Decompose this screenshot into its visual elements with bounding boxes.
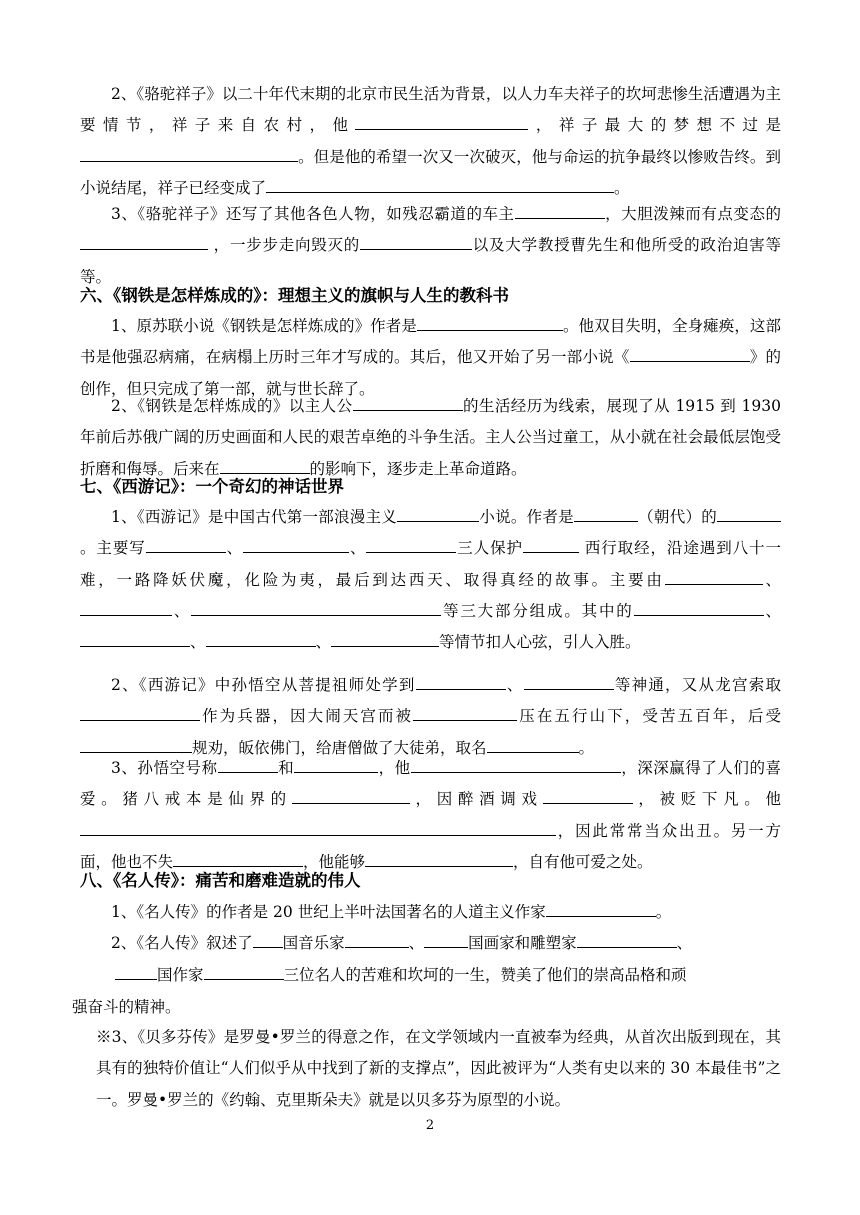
text: 2、《钢铁是怎样炼成的》以主人公 <box>111 397 353 415</box>
blank[interactable] <box>204 962 284 980</box>
text: 等神通，又从龙宫索取 <box>613 676 781 694</box>
text: 。 <box>614 178 630 197</box>
text: 3、孙悟空号称 <box>111 759 218 777</box>
paragraph-steel-q2 <box>80 391 781 485</box>
blank[interactable] <box>417 313 563 331</box>
paragraph-journey-q1 <box>80 502 781 658</box>
blank[interactable] <box>353 393 463 411</box>
text: 国画家和雕塑家 <box>468 934 577 952</box>
blank[interactable] <box>365 849 513 867</box>
blank[interactable] <box>523 535 579 553</box>
blank[interactable] <box>543 786 633 804</box>
text: 压在五行山下，受苦五百年，后受 <box>517 707 781 726</box>
blank[interactable] <box>292 786 410 804</box>
text: 、 <box>190 633 206 652</box>
blank[interactable] <box>577 930 677 948</box>
text: 、 <box>408 934 425 952</box>
text: 的影响下，逐步走上革命道路。 <box>309 459 527 478</box>
text: 3、《骆驼祥子》还写了其他各色人物，如残忍霸道的车主 <box>111 205 515 223</box>
blank[interactable] <box>360 232 472 250</box>
blank[interactable] <box>411 755 621 773</box>
text: 国音乐家 <box>282 934 345 952</box>
blank[interactable] <box>546 899 656 917</box>
text: 、 <box>349 539 367 558</box>
text: 、 <box>763 601 781 620</box>
text: 、 <box>762 570 781 589</box>
blank[interactable] <box>355 112 528 130</box>
blank[interactable] <box>634 598 764 616</box>
text: 等情节扣人心弦，引人入胜。 <box>439 633 641 652</box>
text: 1、《名人传》的作者是 20 世纪上半叶法国著名的人道主义作家 <box>111 903 546 921</box>
page-number: 2 <box>425 1118 435 1133</box>
blank[interactable] <box>515 201 605 219</box>
text: 等三大部分组成。其中的 <box>441 601 634 620</box>
blank[interactable] <box>294 755 378 773</box>
text: 作为兵器，因大闹天宫而被 <box>200 707 414 726</box>
section-heading-6: 六、《钢铁是怎样炼成的》：理想主义的旗帜与人生的教科书 <box>80 286 509 305</box>
blank[interactable] <box>115 962 157 980</box>
text: 、 <box>676 934 693 952</box>
text: ，祥子最大的梦想不过是 <box>528 116 781 135</box>
text: 2、《骆驼祥子》以二十年代末期的北京市民生活为背景，以人力车夫祥子的坎坷悲惨生活遭遇为主要情节，祥子来自农村，他 <box>80 85 781 135</box>
blank[interactable] <box>146 535 226 553</box>
blank[interactable] <box>206 629 316 647</box>
text: 。主要写 <box>80 539 146 558</box>
blank[interactable] <box>366 535 456 553</box>
blank[interactable] <box>397 504 479 522</box>
blank[interactable] <box>487 735 579 753</box>
text: 西行取经，沿途遇到八十一难，一路降妖伏魔，化险为夷，最后到达西天、取得真经的故事。主要由 <box>80 539 781 589</box>
text: 。 <box>578 738 595 757</box>
text: 三人保护 <box>456 539 523 558</box>
section-heading-8: 八、《名人传》：痛苦和磨难造就的伟人 <box>80 871 361 890</box>
paragraph-beethoven: ※3、《贝多芬传》是罗曼•罗兰的得意之作，在文学领域内一直被奉为经典，从首次出版到现在，其具有的独特价值让“人们似乎从中找到了新的支撑点”，因此被评为“人类有史以来的 30 本最佳书”之一。罗曼•罗兰的《约翰、克里斯朵夫》就是以贝多芬为原型的小说。 <box>96 1028 781 1109</box>
text: 国作家 <box>157 966 204 984</box>
blank[interactable] <box>574 504 638 522</box>
blank[interactable] <box>80 629 190 647</box>
paragraph-journey-q2 <box>80 670 781 764</box>
blank[interactable] <box>665 567 763 585</box>
text: 。但是他的希望一次又一次破灭，他与命运的抗争最终以惨败告终。到小说结尾，祥子已经变成了 <box>80 147 781 197</box>
blank[interactable] <box>243 535 349 553</box>
blank[interactable] <box>220 456 310 474</box>
text: （朝代）的 <box>637 508 717 526</box>
text: ，他能够 <box>303 852 366 871</box>
blank[interactable] <box>331 629 439 647</box>
text: 和 <box>277 759 295 777</box>
paragraph-journey-q3 <box>80 753 781 878</box>
blank[interactable] <box>80 232 208 250</box>
blank[interactable] <box>80 598 172 616</box>
blank[interactable] <box>80 144 298 162</box>
paragraph-xiangzi-q3 <box>80 199 781 293</box>
text: 规劝，皈依佛门，给唐僧做了大徒弟，取名 <box>192 738 487 757</box>
text: 小说。作者是 <box>479 508 574 526</box>
blank[interactable] <box>173 849 303 867</box>
text: ，因此常常当众出丑。另一方面，他也不失 <box>80 821 781 871</box>
section-heading-7: 七、《西游记》：一个奇幻的神话世界 <box>80 477 344 496</box>
paragraph-celebrities-q1 <box>80 897 781 928</box>
text: ，因醉酒调戏 <box>409 790 543 809</box>
blank[interactable] <box>413 703 517 721</box>
blank[interactable] <box>218 755 278 773</box>
blank[interactable] <box>266 175 614 193</box>
text: ，他 <box>378 759 411 777</box>
blank[interactable] <box>630 344 750 362</box>
text: 三位名人的苦难和坎坷的一生，赞美了他们的崇高品格和顽 <box>283 966 687 984</box>
blank[interactable] <box>524 672 614 690</box>
text: 1、原苏联小说《钢铁是怎样炼成的》作者是 <box>111 317 417 335</box>
text: ，深深赢得了人们的喜爱。猪八戒本是仙界的 <box>80 759 781 809</box>
text: 2、《名人传》叙述了 <box>111 934 253 952</box>
blank[interactable] <box>345 930 409 948</box>
blank[interactable] <box>191 598 441 616</box>
text: 、 <box>172 601 192 620</box>
blank[interactable] <box>80 703 200 721</box>
paragraph-xiangzi-q2 <box>80 79 781 204</box>
paragraph-celebrities-q2-line1 <box>80 928 781 959</box>
text: 以及大学教授曹先生和他所受的政治迫害等等。 <box>80 236 781 286</box>
paragraph-celebrities-q2-line3: 强奋斗的精神。 <box>72 998 181 1016</box>
text: 、 <box>505 676 524 694</box>
text: 。他双目失明，全身瘫痪，这部书是他强忍病痛，在病榻上历时三年才写成的。其后，他又开始了另一部小说《 <box>80 317 781 367</box>
text: ，大胆泼辣而有点变态的 <box>604 205 781 223</box>
blank[interactable] <box>416 672 506 690</box>
paragraph-celebrities-q2-line2 <box>115 960 781 991</box>
text: 2、《西游记》中孙悟空从菩提祖师处学到 <box>111 676 416 694</box>
blank[interactable] <box>80 818 556 836</box>
blank[interactable] <box>253 930 283 948</box>
blank[interactable] <box>424 930 468 948</box>
text: ，被贬下凡。他 <box>632 790 781 809</box>
blank[interactable] <box>80 735 192 753</box>
text: ，自有他可爱之处。 <box>513 852 653 871</box>
text: 1、《西游记》是中国古代第一部浪漫主义 <box>111 508 398 526</box>
text: ，一步步走向毁灭的 <box>208 236 361 255</box>
text: 、 <box>225 539 244 558</box>
text: 、 <box>315 633 332 652</box>
text: 。 <box>655 903 672 921</box>
blank[interactable] <box>717 504 781 522</box>
text: 》的创作，但只完成了第一部，就与世长辞了。 <box>80 348 781 398</box>
text: 的生活经历为线索，展现了从 1915 到 1930 年前后苏俄广阔的历史画面和人民的艰苦卓绝的斗争生活。主人公当过童工，从小就在社会最低层饱受折磨和侮辱。后来在 <box>80 397 781 478</box>
